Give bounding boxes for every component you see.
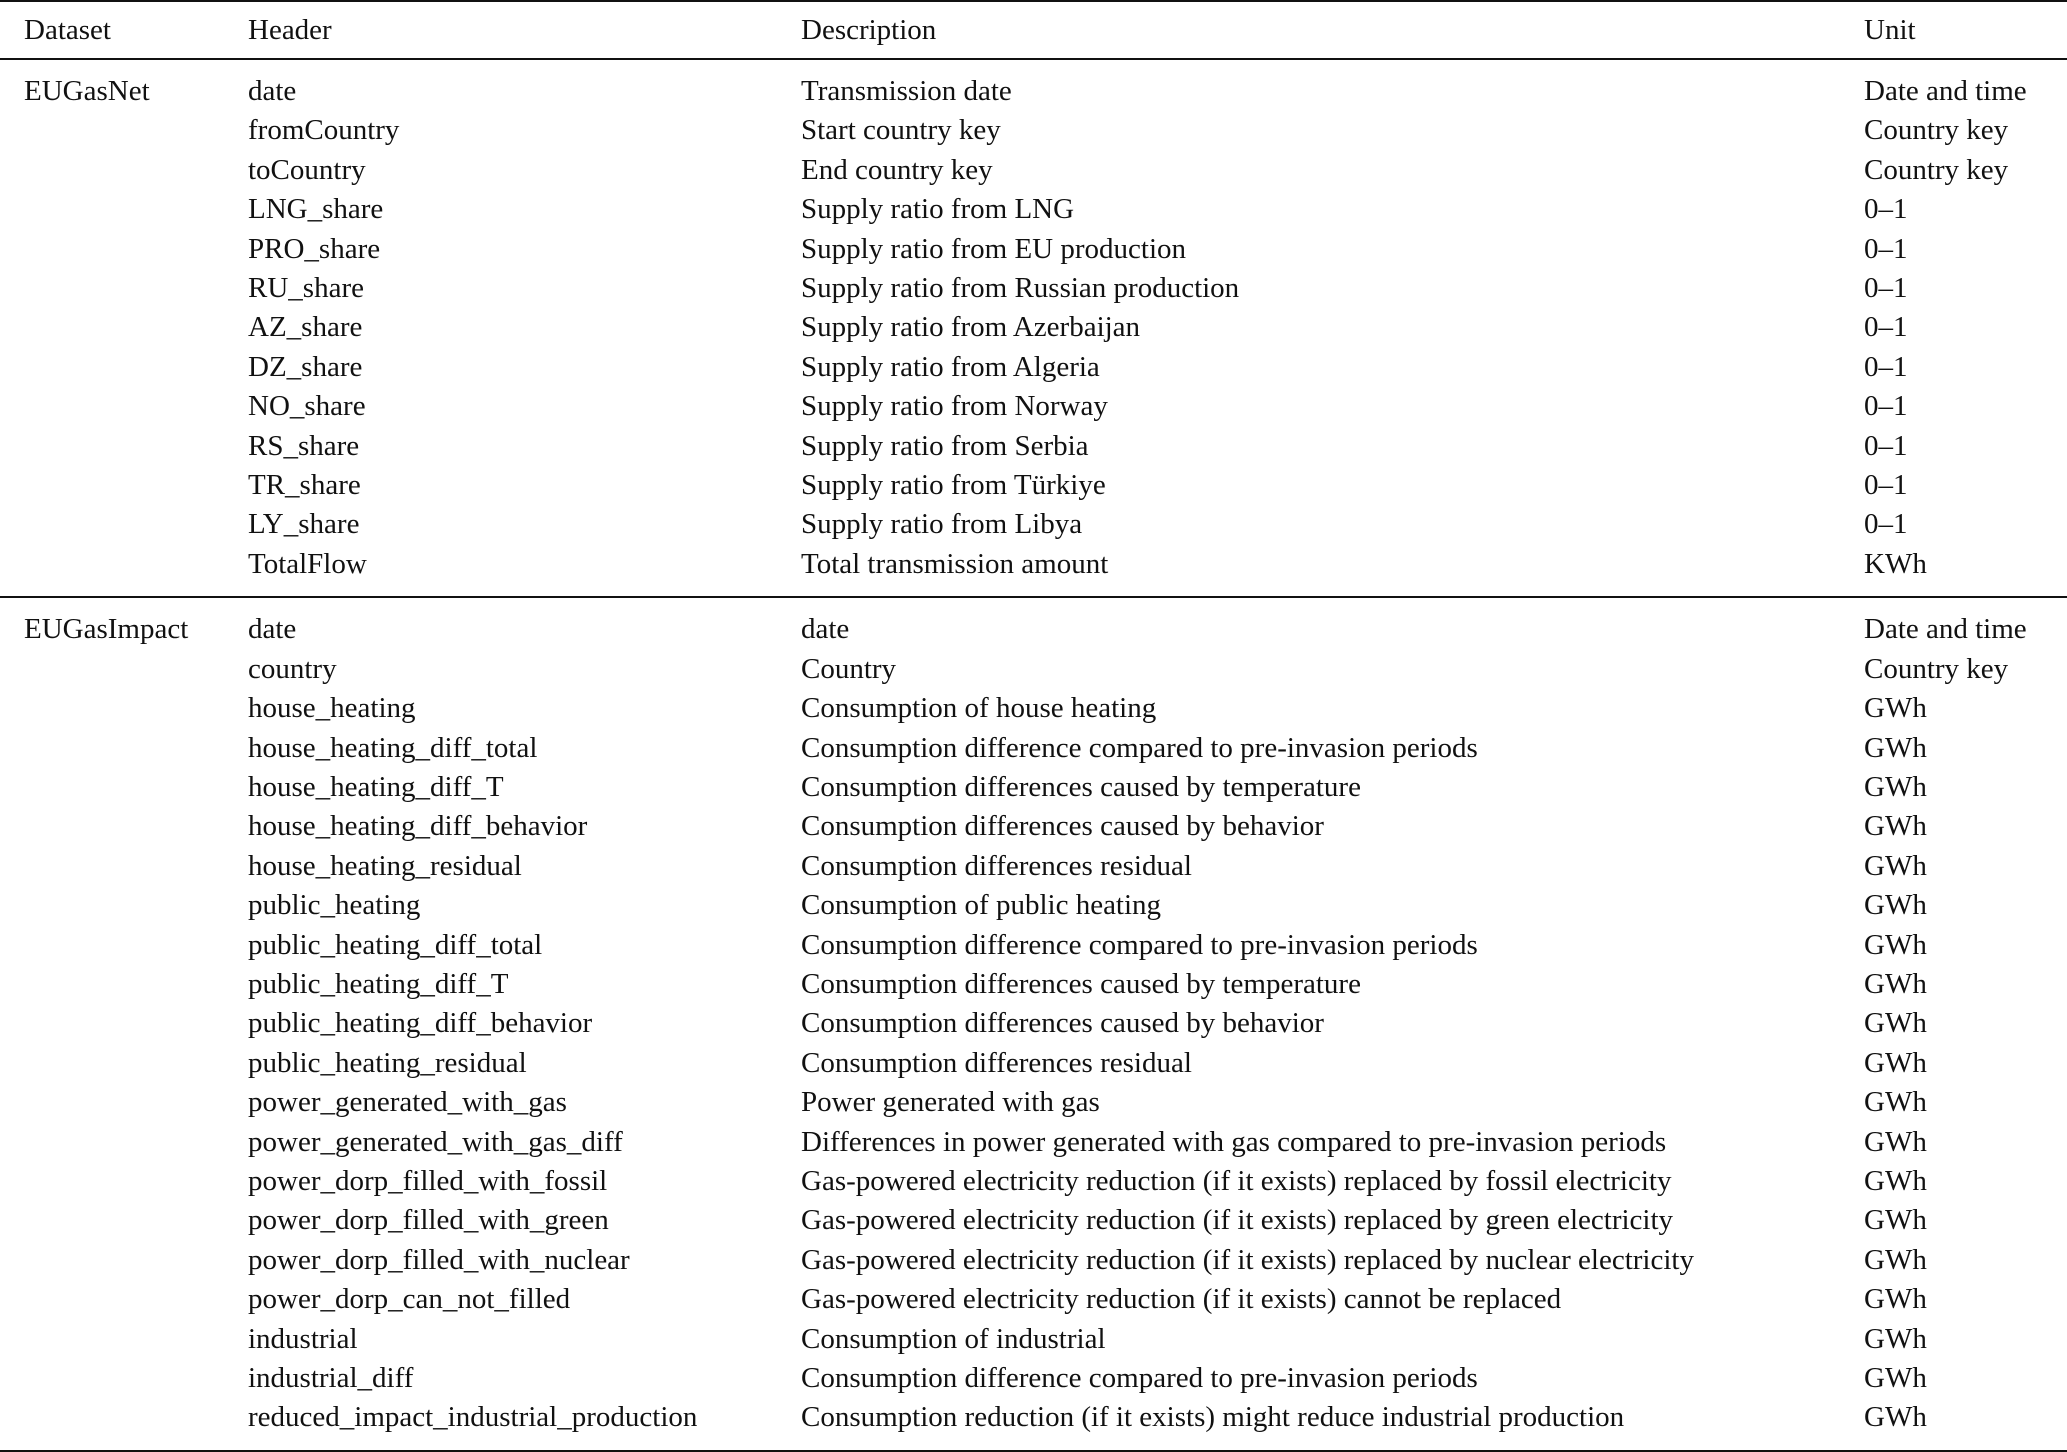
unit-cell: GWh — [1864, 1322, 1927, 1355]
unit-cell: GWh — [1864, 1243, 1927, 1276]
table-row — [0, 505, 2067, 544]
dataset-cell — [0, 1123, 248, 1162]
dataset-cell — [0, 1241, 248, 1280]
section-eugasimpact — [0, 597, 2067, 1451]
description-cell: Consumption differences caused by behavior — [801, 1007, 1324, 1040]
unit-cell: GWh — [1864, 1283, 1927, 1316]
table-row — [0, 926, 2067, 965]
description-cell: Consumption reduction (if it exists) might reduce industrial production — [801, 1398, 1864, 1450]
table-row — [0, 1162, 2067, 1201]
dataset-cell — [0, 965, 248, 1004]
table-row — [0, 768, 2067, 807]
dataset-cell — [0, 427, 248, 466]
table-row — [0, 1123, 2067, 1162]
unit-cell: 0–1 — [1864, 508, 1908, 541]
table-row — [0, 650, 2067, 689]
header-cell: power_generated_with_gas — [248, 1086, 567, 1119]
unit-cell: 0–1 — [1864, 390, 1908, 423]
description-cell: Consumption differences caused by temperature — [801, 967, 1361, 1000]
header-cell: power_dorp_can_not_filled — [248, 1283, 571, 1316]
table-row — [0, 807, 2067, 846]
header-cell: public_heating_diff_total — [248, 928, 543, 961]
table-row — [0, 1004, 2067, 1043]
unit-cell: GWh — [1864, 1086, 1927, 1119]
table-row — [0, 1241, 2067, 1280]
header-cell: LNG_share — [248, 193, 384, 226]
unit-cell: 0–1 — [1864, 272, 1908, 305]
description-cell: Country — [801, 652, 897, 685]
column-header-header: Header — [248, 14, 332, 46]
description-cell: Transmission date — [801, 75, 1012, 107]
description-cell: Supply ratio from Serbia — [801, 429, 1089, 462]
dataset-cell — [0, 308, 248, 347]
description-cell: Consumption difference compared to pre-invasion periods — [801, 731, 1478, 764]
dataset-cell — [0, 1044, 248, 1083]
unit-cell: GWh — [1864, 1125, 1927, 1158]
description-cell: Total transmission amount — [801, 545, 1864, 597]
header-cell: public_heating_residual — [248, 1046, 527, 1079]
header-cell: house_heating_diff_T — [248, 770, 504, 803]
header-cell: house_heating_residual — [248, 849, 522, 882]
unit-cell: GWh — [1864, 849, 1927, 882]
unit-cell: Date and time — [1864, 75, 2027, 107]
description-cell: Supply ratio from Norway — [801, 390, 1108, 423]
dataset-cell — [0, 1398, 248, 1450]
unit-cell: KWh — [1864, 545, 2067, 597]
unit-cell: GWh — [1864, 731, 1927, 764]
column-header-dataset: Dataset — [24, 14, 111, 46]
table-row — [0, 59, 2067, 111]
unit-cell: GWh — [1864, 1204, 1927, 1237]
header-cell: house_heating_diff_total — [248, 731, 538, 764]
table-row — [0, 348, 2067, 387]
description-cell: Consumption of public heating — [801, 889, 1162, 922]
header-cell: NO_share — [248, 390, 366, 423]
table-row — [0, 111, 2067, 150]
description-cell: Consumption differences residual — [801, 849, 1192, 882]
dataset-cell — [0, 1083, 248, 1122]
table-row — [0, 597, 2067, 649]
table-row — [0, 1201, 2067, 1240]
dataset-cell — [0, 1004, 248, 1043]
header-cell: date — [248, 613, 297, 646]
table-header — [0, 1, 2067, 59]
table-row — [0, 427, 2067, 466]
header-cell: power_dorp_filled_with_green — [248, 1204, 609, 1237]
table-row — [0, 729, 2067, 768]
header-cell: DZ_share — [248, 350, 363, 383]
dataset-cell — [0, 190, 248, 229]
table-row — [0, 387, 2067, 426]
dataset-cell — [0, 1320, 248, 1359]
table-row — [0, 965, 2067, 1004]
dataset-cell — [0, 1280, 248, 1319]
table-row — [0, 308, 2067, 347]
description-cell: Start country key — [801, 114, 1001, 147]
unit-cell: Country key — [1864, 153, 2009, 186]
table-row — [0, 190, 2067, 229]
description-cell: Power generated with gas — [801, 1086, 1100, 1119]
dataset-cell — [0, 689, 248, 728]
header-cell: RU_share — [248, 272, 364, 305]
dataset-cell — [0, 847, 248, 886]
table-row — [0, 269, 2067, 308]
unit-cell: GWh — [1864, 889, 1927, 922]
unit-cell: GWh — [1864, 770, 1927, 803]
section-eugasnet — [0, 59, 2067, 597]
unit-cell: 0–1 — [1864, 311, 1908, 344]
table-row — [0, 886, 2067, 925]
description-cell: Consumption of industrial — [801, 1322, 1106, 1355]
header-cell: reduced_impact_industrial_production — [248, 1398, 801, 1450]
description-cell: Gas-powered electricity reduction (if it exists) replaced by green electricity — [801, 1204, 1674, 1237]
description-cell: Consumption differences caused by temperature — [801, 770, 1361, 803]
description-cell: End country key — [801, 153, 993, 186]
description-cell: Consumption differences caused by behavior — [801, 810, 1324, 843]
dataset-cell — [0, 230, 248, 269]
dataset-cell — [0, 466, 248, 505]
header-cell: power_dorp_filled_with_nuclear — [248, 1243, 630, 1276]
table-row — [0, 151, 2067, 190]
dataset-cell — [0, 151, 248, 190]
description-cell: Consumption difference compared to pre-invasion periods — [801, 1362, 1478, 1394]
dataset-cell — [0, 1359, 248, 1398]
column-header-unit: Unit — [1864, 14, 1916, 46]
header-cell: house_heating — [248, 692, 416, 725]
header-cell: PRO_share — [248, 232, 381, 265]
header-cell: power_generated_with_gas_diff — [248, 1125, 623, 1158]
description-cell: date — [801, 613, 850, 646]
dataset-cell — [0, 111, 248, 150]
dataset-cell — [0, 807, 248, 846]
dataset-cell — [0, 387, 248, 426]
header-cell: public_heating_diff_behavior — [248, 1007, 593, 1040]
dataset-cell — [0, 650, 248, 689]
table-row — [0, 1320, 2067, 1359]
description-cell: Supply ratio from Türkiye — [801, 469, 1106, 502]
table-row — [0, 1083, 2067, 1122]
column-header-description: Description — [801, 14, 937, 46]
dataset-cell — [0, 505, 248, 544]
header-cell: public_heating_diff_T — [248, 967, 509, 1000]
description-cell: Gas-powered electricity reduction (if it exists) replaced by nuclear electricity — [801, 1243, 1694, 1276]
description-cell: Consumption of house heating — [801, 692, 1157, 725]
header-cell: RS_share — [248, 429, 360, 462]
description-cell: Supply ratio from Russian production — [801, 272, 1240, 305]
dataset-cell — [0, 768, 248, 807]
header-cell: industrial — [248, 1322, 358, 1355]
description-cell: Supply ratio from Algeria — [801, 350, 1100, 383]
dataset-cell — [0, 1162, 248, 1201]
header-cell: industrial_diff — [248, 1362, 414, 1394]
table-row — [0, 689, 2067, 728]
unit-cell: GWh — [1864, 1164, 1927, 1197]
table-row — [0, 1398, 2067, 1450]
description-cell: Supply ratio from Libya — [801, 508, 1083, 541]
unit-cell: 0–1 — [1864, 429, 1908, 462]
description-cell: Consumption differences residual — [801, 1046, 1192, 1079]
unit-cell: 0–1 — [1864, 232, 1908, 265]
unit-cell: GWh — [1864, 1362, 1927, 1394]
unit-cell: 0–1 — [1864, 469, 1908, 502]
table-row — [0, 847, 2067, 886]
table-row — [0, 1359, 2067, 1398]
dataset-cell — [0, 545, 248, 597]
unit-cell: GWh — [1864, 1398, 2067, 1450]
header-cell: public_heating — [248, 889, 421, 922]
dataset-cell: EUGasImpact — [24, 613, 189, 646]
dataset-cell — [0, 886, 248, 925]
header-cell: LY_share — [248, 508, 360, 541]
unit-cell: GWh — [1864, 967, 1927, 1000]
unit-cell: 0–1 — [1864, 193, 1908, 226]
table-row — [0, 230, 2067, 269]
table-row — [0, 545, 2067, 597]
table-row — [0, 1044, 2067, 1083]
header-cell: AZ_share — [248, 311, 363, 344]
header-cell: power_dorp_filled_with_fossil — [248, 1164, 608, 1197]
table-row — [0, 466, 2067, 505]
unit-cell: GWh — [1864, 810, 1927, 843]
description-cell: Gas-powered electricity reduction (if it exists) cannot be replaced — [801, 1283, 1562, 1316]
unit-cell: Country key — [1864, 114, 2009, 147]
header-cell: house_heating_diff_behavior — [248, 810, 588, 843]
description-cell: Supply ratio from LNG — [801, 193, 1075, 226]
unit-cell: Country key — [1864, 652, 2009, 685]
header-row — [0, 1, 2067, 59]
unit-cell: GWh — [1864, 928, 1927, 961]
header-cell: toCountry — [248, 153, 366, 186]
description-cell: Supply ratio from EU production — [801, 232, 1187, 265]
unit-cell: GWh — [1864, 1007, 1927, 1040]
table-row — [0, 1280, 2067, 1319]
unit-cell: 0–1 — [1864, 350, 1908, 383]
header-cell: date — [248, 75, 297, 107]
unit-cell: GWh — [1864, 692, 1927, 725]
dataset-cell: EUGasNet — [24, 75, 150, 107]
dataset-cell — [0, 926, 248, 965]
dataset-cell — [0, 729, 248, 768]
description-cell: Gas-powered electricity reduction (if it exists) replaced by fossil electricity — [801, 1164, 1672, 1197]
unit-cell: Date and time — [1864, 613, 2027, 646]
description-cell: Supply ratio from Azerbaijan — [801, 311, 1141, 344]
description-cell: Consumption difference compared to pre-invasion periods — [801, 928, 1478, 961]
unit-cell: GWh — [1864, 1046, 1927, 1079]
dataset-cell — [0, 348, 248, 387]
dataset-cell — [0, 269, 248, 308]
dataset-cell — [0, 1201, 248, 1240]
description-cell: Differences in power generated with gas compared to pre-invasion periods — [801, 1125, 1667, 1158]
header-cell: TotalFlow — [248, 545, 801, 597]
header-cell: fromCountry — [248, 114, 400, 147]
header-cell: TR_share — [248, 469, 361, 502]
header-cell: country — [248, 652, 337, 685]
